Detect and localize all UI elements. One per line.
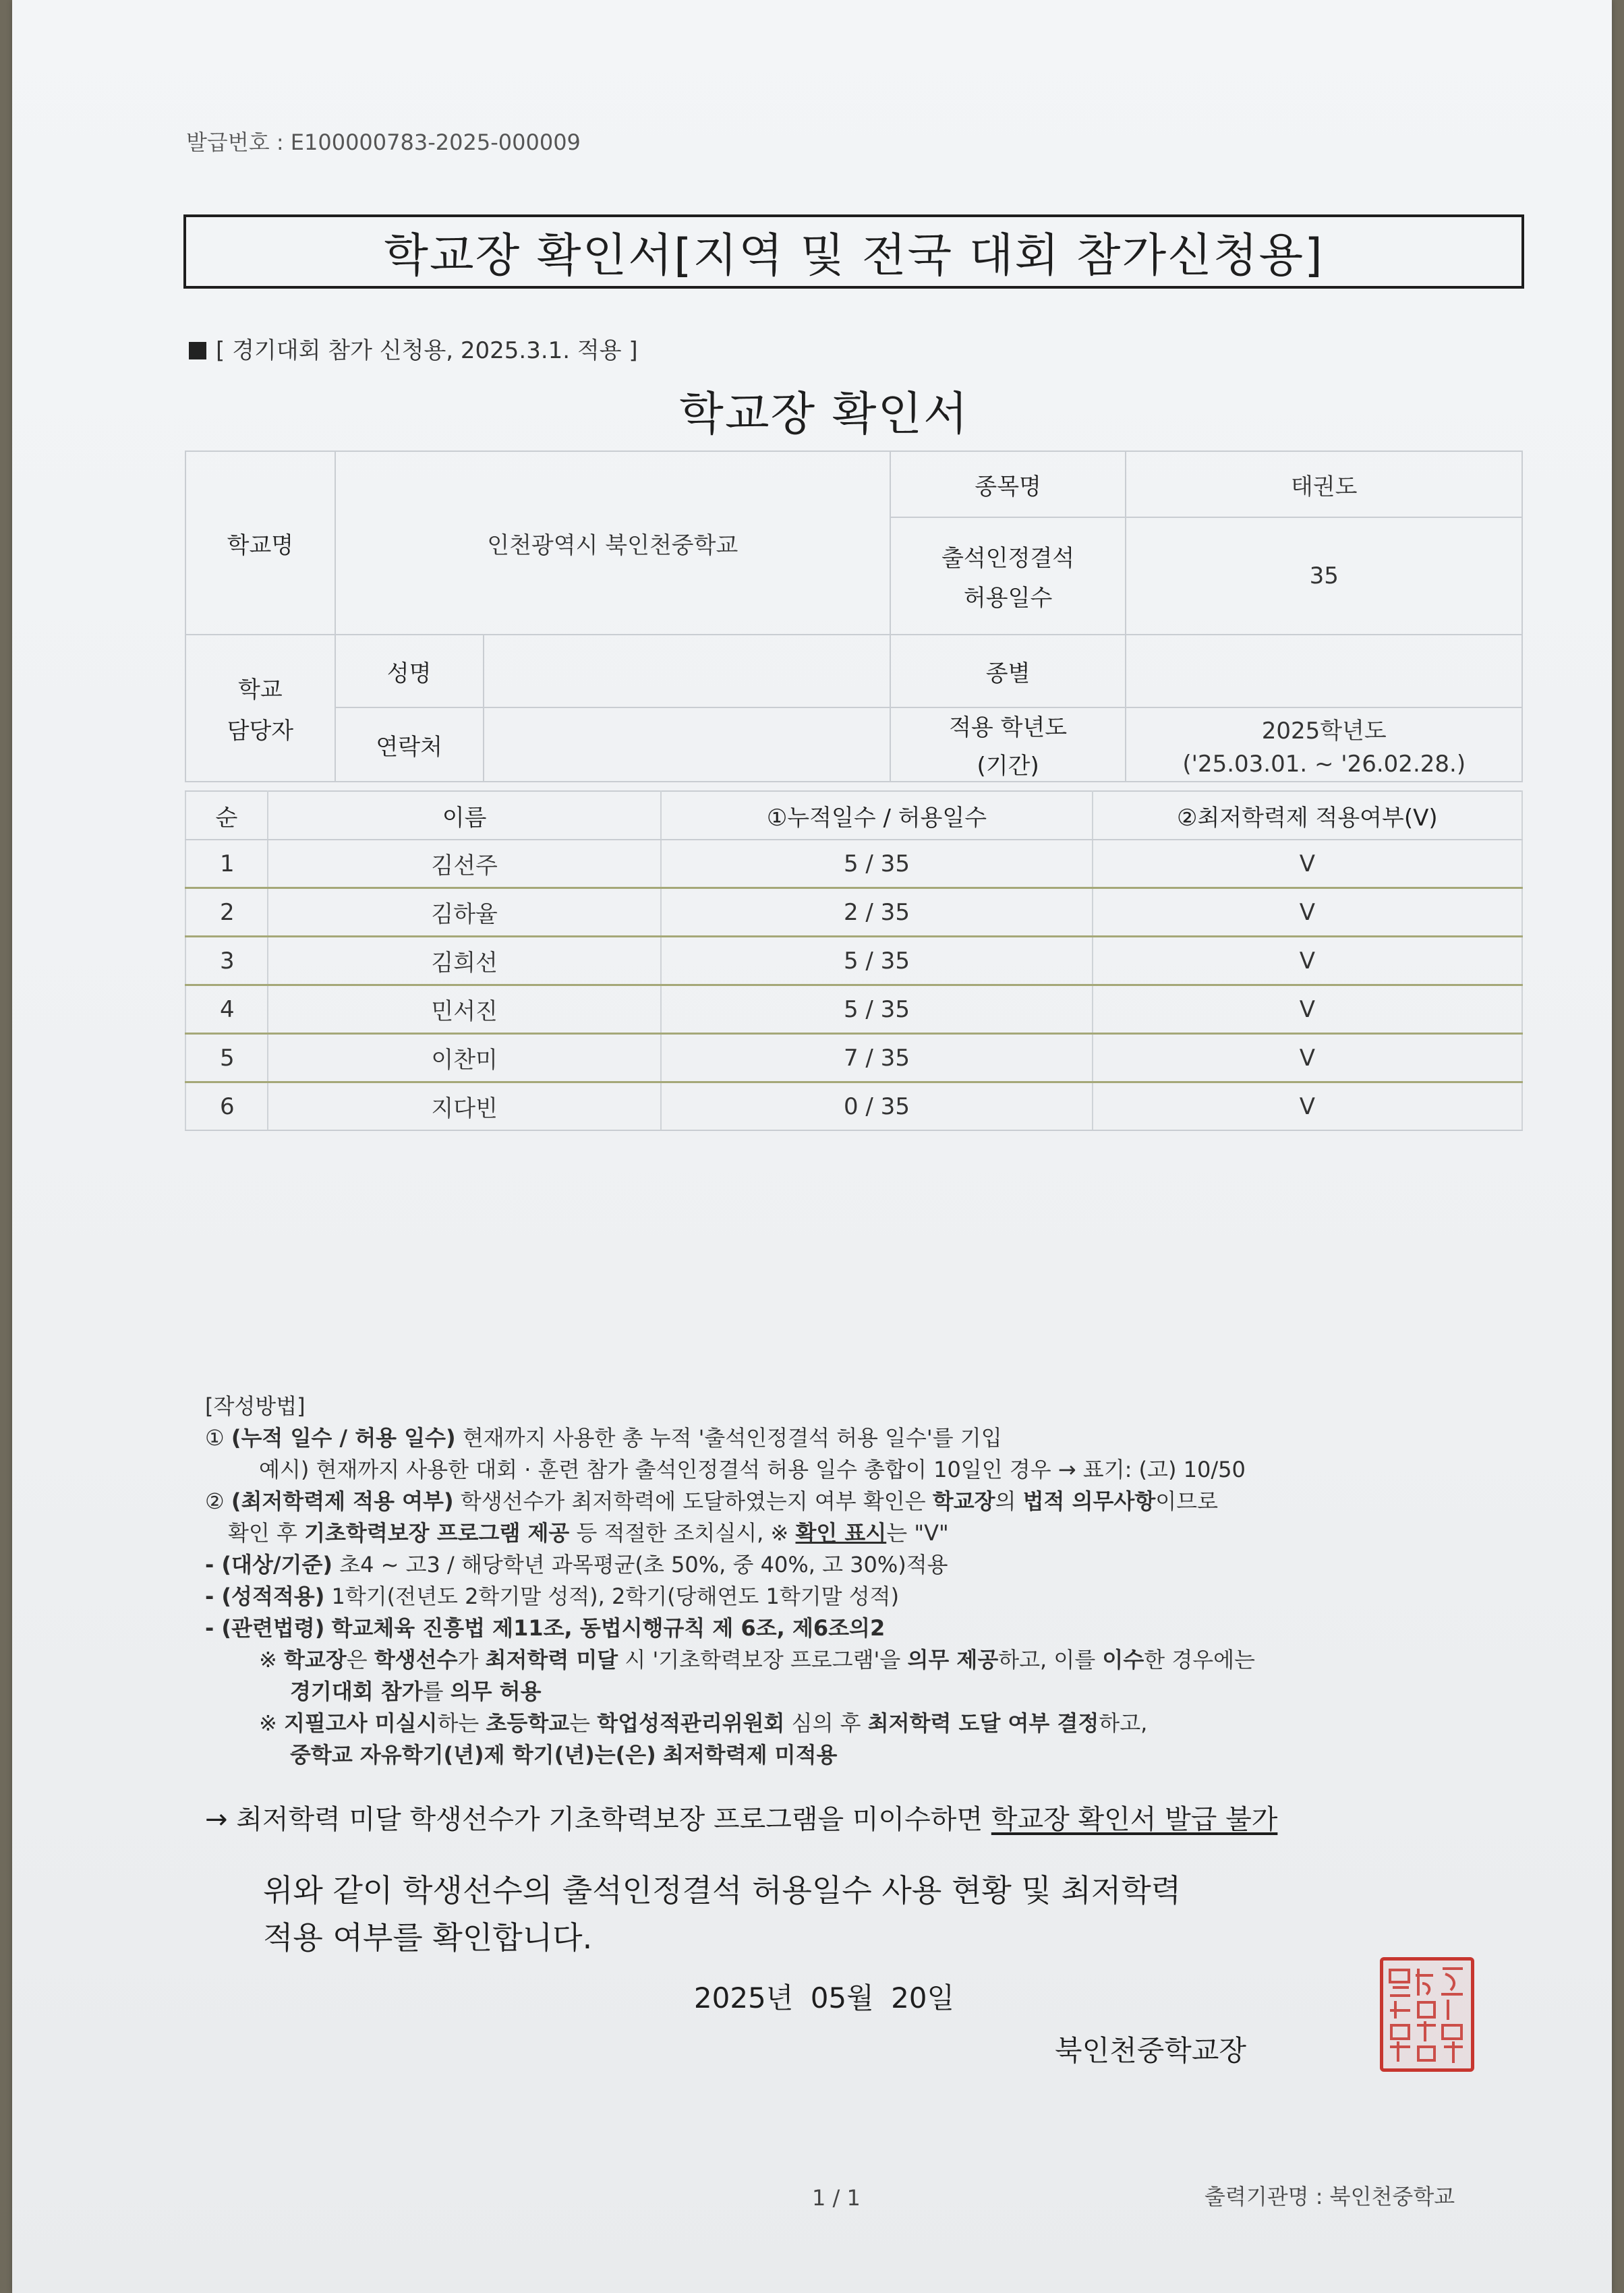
manager-contact-label: 연락처: [335, 707, 484, 782]
issue-number: 발급번호 : E100000783-2025-000009: [186, 129, 581, 155]
row-number: 3: [185, 937, 268, 985]
instruction-8-j: 이수: [1102, 1647, 1144, 1673]
min-academic-check: V: [1093, 937, 1522, 985]
school-name-value: 인천광역시 북인천중학교: [335, 451, 890, 635]
manager-name-label: 성명: [335, 635, 484, 707]
sport-label: 종목명: [890, 451, 1126, 517]
instruction-8-i: 하고, 이를: [998, 1647, 1096, 1673]
student-list-table: [185, 790, 1523, 1131]
instruction-8-e: 가: [457, 1647, 479, 1673]
instruction-10-f: 학업성적관리위원회: [597, 1710, 785, 1736]
square-bullet-icon: [189, 342, 206, 359]
instruction-8-f: 최저학력 미달: [485, 1647, 618, 1673]
min-academic-check: V: [1093, 1034, 1522, 1082]
school-year-label: [890, 707, 1126, 782]
application-note: [189, 332, 638, 365]
min-academic-check: V: [1093, 985, 1522, 1034]
table-row: [185, 1034, 1522, 1082]
absence-days-value: 35: [1126, 517, 1522, 635]
reference-mark: ※: [259, 1647, 277, 1673]
instruction-8-g: 시 '기초학력보장 프로그램'을: [625, 1647, 901, 1673]
student-name: 김하율: [268, 888, 661, 937]
school-year-label-line-2: (기간): [977, 753, 1039, 780]
table-row: [185, 840, 1522, 888]
column-header-no: 순: [185, 791, 268, 840]
instruction-2-text-a: 학생선수가 최저학력에 도달하였는지 여부 확인은: [460, 1488, 926, 1514]
issuing-institution: 출력기관명 : 북인천중학교: [1205, 2184, 1455, 2209]
column-header-name: 이름: [268, 791, 661, 840]
column-header-days: ①누적일수 / 허용일수: [661, 791, 1092, 840]
instruction-5-title: - (대상/기준): [205, 1552, 333, 1577]
manager-label-line-1: 학교: [238, 676, 283, 703]
student-name: 김희선: [268, 937, 661, 985]
instruction-line-4: [228, 1517, 1554, 1549]
manager-label: [185, 635, 335, 782]
instruction-4-text-d: 확인 표시: [795, 1520, 887, 1546]
instruction-line-10: [259, 1708, 1554, 1739]
student-days: 7 / 35: [661, 1034, 1092, 1082]
document-subtitle: 학교장 확인서: [679, 388, 969, 441]
instructions-heading: [작성방법]: [205, 1393, 306, 1419]
student-name: 김선주: [268, 840, 661, 888]
instruction-line-9: [290, 1676, 1554, 1708]
page-number: 1 / 1: [812, 2185, 861, 2211]
instruction-7-title: - (관련법령): [205, 1615, 325, 1641]
instruction-8-d: 학생선수: [374, 1647, 458, 1673]
issue-date: 2025년 05월 20일: [693, 1981, 955, 2014]
instruction-9-bold: 경기대회 참가: [290, 1679, 423, 1704]
instruction-10-g: 심의 후: [791, 1710, 861, 1736]
instruction-4-text-c: 등 적절한 조치실시, ※: [576, 1520, 789, 1546]
instruction-9-b: 의무 허용: [450, 1679, 542, 1704]
instruction-4-text-b: 기초학력보장 프로그램 제공: [304, 1520, 570, 1546]
table-row: [185, 985, 1522, 1034]
instruction-2-text-e: 이므로: [1155, 1488, 1219, 1514]
row-number: 4: [185, 985, 268, 1034]
absence-days-label-line-1: 출석인정결석: [941, 545, 1075, 572]
instruction-5-text: 초4 ~ 고3 / 해당학년 과목평균(초 50%, 중 40%, 고 30%)적용: [339, 1552, 948, 1577]
main-title: [183, 214, 1524, 289]
student-days: 5 / 35: [661, 937, 1092, 985]
seal-pattern-icon: [1383, 1961, 1471, 2068]
instruction-line-2: 예시) 현재까지 사용한 대회 · 훈련 참가 출석인정결석 허용 일수 총합이 10일인 경우 → 표기: (고) 10/50: [259, 1457, 1246, 1482]
instruction-4-text-a: 확인 후: [228, 1520, 297, 1546]
column-header-min-academic: ②최저학력제 적용여부(V): [1093, 791, 1522, 840]
min-academic-check: V: [1093, 1082, 1522, 1131]
document-page: [12, 0, 1612, 2293]
category-label: 종별: [890, 635, 1126, 707]
row-number: 5: [185, 1034, 268, 1082]
row-number: 2: [185, 888, 268, 937]
school-year-value: [1126, 707, 1522, 782]
student-days: 5 / 35: [661, 840, 1092, 888]
student-days: 0 / 35: [661, 1082, 1092, 1131]
application-note-text: [ 경기대회 참가 신청용, 2025.3.1. 적용 ]: [216, 337, 638, 364]
principal-name: 북인천중학교장: [1055, 2034, 1247, 2067]
confirmation-line-2: 적용 여부를 확인합니다.: [263, 1919, 593, 1956]
instruction-2-text-b: 학교장: [932, 1488, 995, 1514]
instruction-line-1: [205, 1422, 1554, 1454]
instruction-8-h: 의무 제공: [907, 1647, 999, 1673]
absence-days-label: [890, 517, 1126, 635]
instruction-10-b: 지필고사 미실시: [283, 1710, 438, 1736]
reference-mark: ※: [259, 1710, 277, 1736]
manager-contact-value: [484, 707, 890, 782]
school-year-value-line-2: ('25.03.01. ~ '26.02.28.): [1182, 750, 1466, 778]
row-number: 6: [185, 1082, 268, 1131]
table-row: [185, 888, 1522, 937]
instruction-8-k: 한 경우에는: [1144, 1647, 1255, 1673]
instruction-10-i: 하고,: [1099, 1710, 1148, 1736]
table-row: [185, 937, 1522, 985]
official-seal-stamp: [1380, 1957, 1474, 2072]
confirmation-line-1: 위와 같이 학생선수의 출석인정결석 허용일수 사용 현황 및 최저학력: [263, 1872, 1182, 1909]
table-header-row: [185, 791, 1522, 840]
circled-number-2: ②: [205, 1488, 225, 1514]
instruction-10-e: 는: [569, 1710, 591, 1736]
issuance-warning-emphasis: 학교장 확인서 발급 불가: [991, 1804, 1278, 1835]
instruction-2-text-c: 의: [995, 1488, 1016, 1514]
student-name: 이찬미: [268, 1034, 661, 1082]
instruction-4-text-e: 는 "V": [886, 1520, 949, 1546]
instruction-8-c: 은: [346, 1647, 368, 1673]
instruction-1-title: (누적 일수 / 허용 일수): [231, 1425, 456, 1451]
circled-number-1: ①: [205, 1425, 225, 1451]
instruction-10-c: 하는: [437, 1710, 480, 1736]
sport-value: 태권도: [1126, 451, 1522, 517]
instruction-8-b: 학교장: [283, 1647, 347, 1673]
instruction-10-d: 초등학교: [486, 1710, 570, 1736]
manager-label-line-2: 담당자: [227, 718, 294, 745]
instruction-7-text: 학교체육 진흥법 제11조, 동법시행규칙 제 6조, 제6조의2: [331, 1615, 886, 1641]
instruction-line-6: [205, 1581, 1554, 1613]
min-academic-check: V: [1093, 888, 1522, 937]
category-value: [1126, 635, 1522, 707]
student-name: 지다빈: [268, 1082, 661, 1131]
school-info-table: [185, 451, 1523, 782]
instruction-line-5: [205, 1549, 1554, 1581]
school-year-label-line-1: 적용 학년도: [949, 714, 1068, 741]
absence-days-label-line-2: 허용일수: [963, 585, 1053, 612]
instruction-1-text: 현재까지 사용한 총 누적 '출석인정결석 허용 일수'를 기입: [462, 1425, 1002, 1451]
instruction-line-3: [205, 1486, 1554, 1517]
manager-name-value: [484, 635, 890, 707]
instruction-9-a: 를: [422, 1679, 444, 1704]
instruction-2-text-d: 법적 의무사항: [1022, 1488, 1156, 1514]
main-title-text: 학교장 확인서[지역 및 전국 대회 참가신청용]: [384, 229, 1324, 283]
school-name-label: 학교명: [185, 451, 335, 635]
instruction-line-8: [259, 1644, 1554, 1676]
issuance-warning-text: → 최저학력 미달 학생선수가 기초학력보장 프로그램을 미이수하면: [205, 1804, 983, 1835]
instruction-line-7: [205, 1613, 1554, 1644]
instruction-10-h: 최저학력 도달 여부 결정: [867, 1710, 1099, 1736]
issuance-warning: [205, 1798, 1277, 1836]
student-days: 2 / 35: [661, 888, 1092, 937]
instruction-11-a: 중학교 자유학기(년)제 학기(년)는(은): [290, 1742, 656, 1768]
table-row: [185, 1082, 1522, 1131]
instruction-line-11: [290, 1739, 1554, 1771]
instruction-11-b: 최저학력제 미적용: [662, 1742, 838, 1768]
instruction-6-title: - (성적적용): [205, 1584, 325, 1609]
school-year-value-line-1: 2025학년도: [1261, 717, 1387, 745]
instruction-2-title: (최저학력제 적용 여부): [231, 1488, 454, 1514]
instruction-6-text: 1학기(전년도 2학기말 성적), 2학기(당해연도 1학기말 성적): [331, 1584, 900, 1609]
confirmation-statement: [263, 1867, 1181, 1961]
writing-instructions: [205, 1391, 1554, 1771]
student-days: 5 / 35: [661, 985, 1092, 1034]
student-name: 민서진: [268, 985, 661, 1034]
row-number: 1: [185, 840, 268, 888]
min-academic-check: V: [1093, 840, 1522, 888]
